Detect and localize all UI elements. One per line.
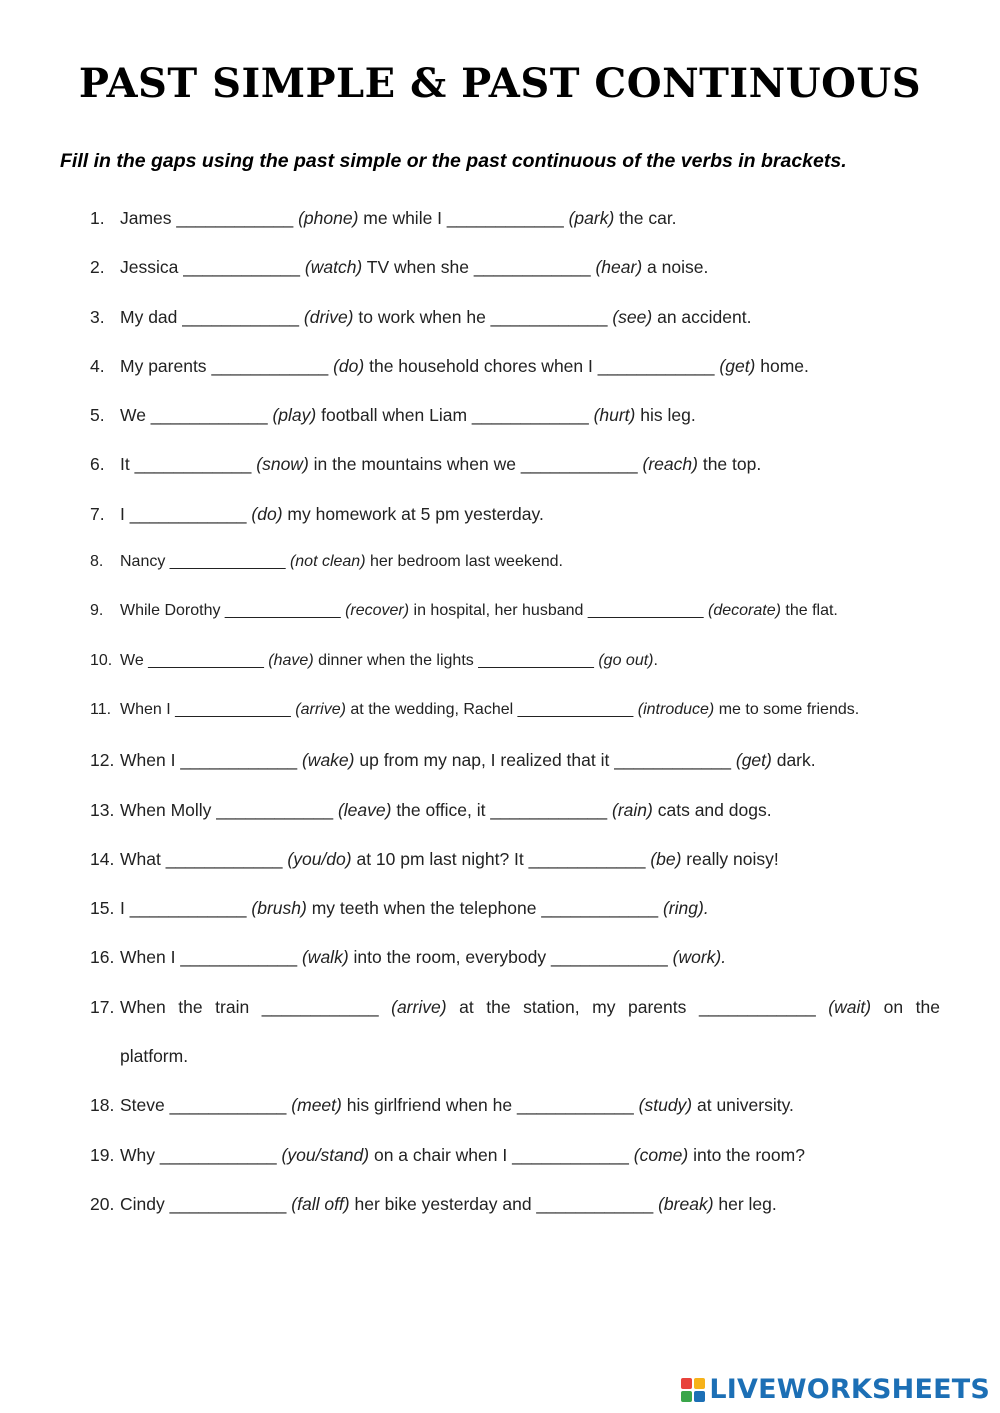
sentence-part: at 10 pm last night? It bbox=[351, 848, 529, 869]
answer-gap[interactable]: ____________ bbox=[261, 996, 379, 1017]
sentence-part: the flat. bbox=[780, 602, 838, 620]
item-sentence bbox=[120, 553, 940, 571]
sentence-part: a noise. bbox=[642, 257, 709, 278]
sentence-part: the office, it bbox=[391, 799, 491, 820]
sentence-part: Jessica bbox=[120, 257, 184, 278]
answer-gap[interactable]: ____________ bbox=[159, 1144, 277, 1165]
answer-gap[interactable]: _____________ bbox=[224, 602, 341, 620]
sentence-part: My parents bbox=[120, 355, 212, 376]
answer-gap[interactable]: ____________ bbox=[516, 1095, 634, 1116]
item-number: 13. bbox=[90, 799, 115, 820]
verb-hint: (you/stand) bbox=[281, 1144, 370, 1165]
item-sentence bbox=[120, 405, 940, 426]
item-sentence bbox=[120, 849, 940, 870]
sentence-part: Steve bbox=[120, 1095, 170, 1116]
answer-gap[interactable]: ____________ bbox=[512, 1144, 629, 1165]
verb-hint: (fall off) bbox=[291, 1193, 350, 1214]
item-sentence bbox=[120, 307, 940, 328]
exercise-item bbox=[90, 701, 940, 750]
sentence-part: While Dorothy bbox=[120, 602, 225, 620]
answer-gap[interactable]: ____________ bbox=[182, 306, 300, 327]
exercise-list bbox=[90, 208, 940, 1243]
item-sentence bbox=[120, 454, 940, 475]
answer-gap[interactable]: ____________ bbox=[473, 257, 591, 278]
answer-gap[interactable]: ____________ bbox=[614, 750, 731, 771]
verb-hint: (drive) bbox=[303, 306, 354, 327]
item-number: 2. bbox=[90, 257, 105, 278]
item-sentence bbox=[120, 652, 940, 670]
exercise-item bbox=[90, 1095, 940, 1144]
sentence-part: to work when he bbox=[353, 306, 491, 327]
answer-gap[interactable]: ____________ bbox=[490, 306, 608, 327]
item-sentence bbox=[120, 997, 940, 1018]
answer-gap[interactable]: ____________ bbox=[597, 355, 715, 376]
verb-hint: (arrive) bbox=[391, 996, 447, 1017]
item-number: 20. bbox=[90, 1193, 115, 1214]
sentence-part: TV when she bbox=[362, 257, 474, 278]
sentence-part: up from my nap, I realized that it bbox=[354, 750, 615, 771]
answer-gap[interactable]: ____________ bbox=[541, 898, 659, 919]
exercise-item bbox=[90, 553, 940, 602]
brand-name: LIVEWORKSHEETS bbox=[709, 1374, 990, 1405]
item-number: 7. bbox=[90, 503, 105, 524]
answer-gap[interactable]: ____________ bbox=[176, 208, 294, 228]
item-number: 3. bbox=[90, 306, 105, 327]
answer-gap[interactable]: _____________ bbox=[175, 700, 291, 718]
sentence-part: my teeth when the telephone bbox=[306, 898, 542, 919]
exercise-item bbox=[90, 454, 940, 503]
sentence-part: her bike yesterday and bbox=[349, 1193, 537, 1214]
verb-hint: (phone) bbox=[298, 208, 359, 228]
sentence-part: When I bbox=[120, 750, 181, 771]
verb-hint: (leave) bbox=[337, 799, 392, 820]
exercise-item bbox=[90, 504, 940, 553]
answer-gap[interactable]: ____________ bbox=[180, 947, 298, 968]
item-sentence bbox=[120, 356, 940, 377]
sentence-part: me while I bbox=[358, 208, 447, 228]
exercise-item bbox=[90, 307, 940, 356]
item-sentence bbox=[120, 1194, 940, 1215]
answer-gap[interactable]: ____________ bbox=[150, 405, 268, 426]
sentence-part: on a chair when I bbox=[369, 1144, 513, 1165]
verb-hint: (arrive) bbox=[295, 700, 346, 718]
item-sentence bbox=[120, 898, 940, 919]
sentence-part: I bbox=[120, 898, 130, 919]
item-number: 16. bbox=[90, 947, 115, 968]
item-sentence bbox=[120, 750, 940, 771]
answer-gap[interactable]: ____________ bbox=[169, 1095, 287, 1116]
sentence-part: . bbox=[653, 651, 658, 669]
sentence-part: me to some friends. bbox=[714, 700, 860, 718]
exercise-item bbox=[90, 997, 940, 1096]
item-number: 5. bbox=[90, 405, 105, 426]
exercise-item bbox=[90, 849, 940, 898]
exercise-item bbox=[90, 947, 940, 996]
item-sentence bbox=[120, 602, 940, 620]
sentence-part: My dad bbox=[120, 306, 183, 327]
space bbox=[816, 997, 829, 1017]
item-number: 12. bbox=[90, 750, 115, 771]
exercise-item bbox=[90, 1145, 940, 1194]
verb-hint: (see) bbox=[612, 306, 653, 327]
item-number: 10. bbox=[90, 651, 113, 669]
verb-hint: (rain) bbox=[612, 799, 653, 820]
answer-gap[interactable]: ____________ bbox=[446, 208, 564, 228]
sentence-part: his girlfriend when he bbox=[341, 1095, 517, 1116]
sentence-part: on the bbox=[871, 996, 940, 1017]
sentence-part: football when Liam bbox=[316, 405, 472, 426]
sentence-part: cats and dogs. bbox=[652, 799, 772, 820]
sentence-part: When I bbox=[120, 700, 176, 718]
exercise-item bbox=[90, 800, 940, 849]
exercise-item bbox=[90, 898, 940, 947]
answer-gap[interactable]: _____________ bbox=[169, 553, 286, 571]
answer-gap[interactable]: ____________ bbox=[165, 848, 283, 869]
sentence-part: We bbox=[120, 405, 151, 426]
sentence-part: dinner when the lights bbox=[313, 651, 479, 669]
item-number: 4. bbox=[90, 355, 105, 376]
verb-hint: (work). bbox=[672, 947, 727, 968]
item-number: 1. bbox=[90, 208, 105, 228]
space bbox=[379, 997, 392, 1017]
verb-hint: (have) bbox=[268, 651, 314, 669]
answer-gap[interactable]: ____________ bbox=[536, 1193, 654, 1214]
verb-hint: (break) bbox=[658, 1193, 714, 1214]
verb-hint: (reach) bbox=[642, 454, 698, 475]
verb-hint: (be) bbox=[650, 848, 682, 869]
answer-gap[interactable]: _____________ bbox=[517, 700, 634, 718]
verb-hint: (not clean) bbox=[289, 553, 366, 571]
item-sentence bbox=[120, 1145, 940, 1166]
verb-hint: (play) bbox=[272, 405, 317, 426]
item-number: 19. bbox=[90, 1144, 115, 1165]
answer-gap[interactable]: ____________ bbox=[550, 947, 668, 968]
item-number: 17. bbox=[90, 996, 115, 1017]
item-sentence bbox=[120, 947, 940, 968]
sentence-part: into the room? bbox=[688, 1144, 805, 1165]
item-sentence bbox=[120, 208, 940, 229]
sentence-part: the car. bbox=[614, 208, 677, 228]
verb-hint: (watch) bbox=[304, 257, 363, 278]
sentence-part: in the mountains when we bbox=[308, 454, 521, 475]
verb-hint: (study) bbox=[638, 1095, 693, 1116]
sentence-part: It bbox=[120, 454, 135, 475]
item-sentence bbox=[120, 504, 940, 525]
answer-gap[interactable]: ____________ bbox=[490, 799, 608, 820]
answer-gap[interactable]: ____________ bbox=[129, 503, 247, 524]
item-number: 11. bbox=[90, 700, 112, 718]
verb-hint: (hurt) bbox=[593, 405, 636, 426]
verb-hint: (decorate) bbox=[708, 602, 781, 620]
footer-brand bbox=[681, 1374, 990, 1405]
verb-hint: (wait) bbox=[828, 996, 872, 1017]
answer-gap[interactable]: ____________ bbox=[520, 454, 638, 475]
sentence-part: Cindy bbox=[120, 1193, 170, 1214]
verb-hint: (wake) bbox=[301, 750, 355, 771]
item-number: 15. bbox=[90, 898, 115, 919]
verb-hint: (walk) bbox=[301, 947, 349, 968]
verb-hint: (go out) bbox=[598, 651, 654, 669]
answer-gap[interactable]: _____________ bbox=[587, 602, 704, 620]
verb-hint: (get) bbox=[719, 355, 756, 376]
sentence-part: When the train bbox=[120, 996, 262, 1017]
answer-gap[interactable]: ____________ bbox=[183, 257, 301, 278]
sentence-part: really noisy! bbox=[681, 848, 779, 869]
sentence-part: into the room, everybody bbox=[348, 947, 551, 968]
sentence-part: in hospital, her husband bbox=[409, 602, 588, 620]
verb-hint: (ring). bbox=[662, 898, 709, 919]
sentence-part: his leg. bbox=[635, 405, 696, 426]
answer-gap[interactable]: ____________ bbox=[180, 750, 298, 771]
exercise-item bbox=[90, 356, 940, 405]
sentence-part: When I bbox=[120, 947, 181, 968]
sentence-part: at the station, my parents bbox=[446, 996, 699, 1017]
sentence-part: We bbox=[120, 651, 149, 669]
sentence-part: an accident. bbox=[652, 306, 752, 327]
item-number: 8. bbox=[90, 553, 104, 571]
page-title: PAST SIMPLE & PAST CONTINUOUS bbox=[78, 60, 922, 107]
item-sentence bbox=[120, 257, 940, 278]
answer-gap[interactable]: ____________ bbox=[129, 898, 247, 919]
sentence-part: at the wedding, Rachel bbox=[345, 700, 518, 718]
sentence-part: When Molly bbox=[120, 799, 217, 820]
exercise-item bbox=[90, 652, 940, 701]
verb-hint: (recover) bbox=[345, 602, 410, 620]
answer-gap[interactable]: ____________ bbox=[134, 454, 252, 475]
item-sentence bbox=[120, 701, 940, 719]
sentence-part: my homework at 5 pm yesterday. bbox=[282, 503, 544, 524]
answer-gap[interactable]: ____________ bbox=[528, 848, 646, 869]
verb-hint: (snow) bbox=[256, 454, 309, 475]
exercise-item bbox=[90, 750, 940, 799]
sentence-continuation: platform. bbox=[120, 1046, 189, 1067]
answer-gap[interactable]: ____________ bbox=[211, 355, 329, 376]
exercise-item bbox=[90, 257, 940, 306]
answer-gap[interactable]: ____________ bbox=[698, 996, 816, 1017]
item-number: 6. bbox=[90, 454, 105, 475]
sentence-part: the household chores when I bbox=[364, 355, 598, 376]
verb-hint: (you/do) bbox=[287, 848, 352, 869]
item-sentence bbox=[120, 1095, 940, 1116]
verb-hint: (hear) bbox=[595, 257, 643, 278]
answer-gap[interactable]: _____________ bbox=[478, 651, 594, 669]
verb-hint: (meet) bbox=[291, 1095, 342, 1116]
sentence-part: dark. bbox=[771, 750, 816, 771]
item-number: 18. bbox=[90, 1095, 115, 1116]
sentence-part: her bedroom last weekend. bbox=[365, 553, 563, 571]
exercise-item bbox=[90, 208, 940, 257]
sentence-part: What bbox=[120, 848, 166, 869]
verb-hint: (do) bbox=[251, 503, 283, 524]
sentence-part: Nancy bbox=[120, 553, 170, 571]
sentence-part: the top. bbox=[697, 454, 762, 475]
verb-hint: (brush) bbox=[251, 898, 307, 919]
sentence-part: her leg. bbox=[713, 1193, 777, 1214]
item-number: 9. bbox=[90, 602, 104, 620]
item-sentence bbox=[120, 800, 940, 821]
sentence-part: Why bbox=[120, 1144, 160, 1165]
exercise-item bbox=[90, 405, 940, 454]
sentence-part: James bbox=[120, 208, 177, 228]
sentence-part: home. bbox=[755, 355, 809, 376]
answer-gap[interactable]: _____________ bbox=[148, 651, 264, 669]
verb-hint: (park) bbox=[568, 208, 615, 228]
answer-gap[interactable]: ____________ bbox=[169, 1193, 287, 1214]
exercise-item bbox=[90, 602, 940, 651]
liveworksheets-logo-icon bbox=[681, 1378, 705, 1402]
verb-hint: (do) bbox=[333, 355, 365, 376]
instructions: Fill in the gaps using the past simple or the past continuous of the verbs in brackets. bbox=[60, 150, 847, 172]
answer-gap[interactable]: ____________ bbox=[471, 405, 589, 426]
answer-gap[interactable]: ____________ bbox=[216, 799, 334, 820]
sentence-part: at university. bbox=[692, 1095, 794, 1116]
item-number: 14. bbox=[90, 848, 115, 869]
sentence-part: I bbox=[120, 503, 130, 524]
exercise-item bbox=[90, 1194, 940, 1243]
verb-hint: (introduce) bbox=[637, 700, 715, 718]
verb-hint: (come) bbox=[633, 1144, 689, 1165]
verb-hint: (get) bbox=[735, 750, 772, 771]
